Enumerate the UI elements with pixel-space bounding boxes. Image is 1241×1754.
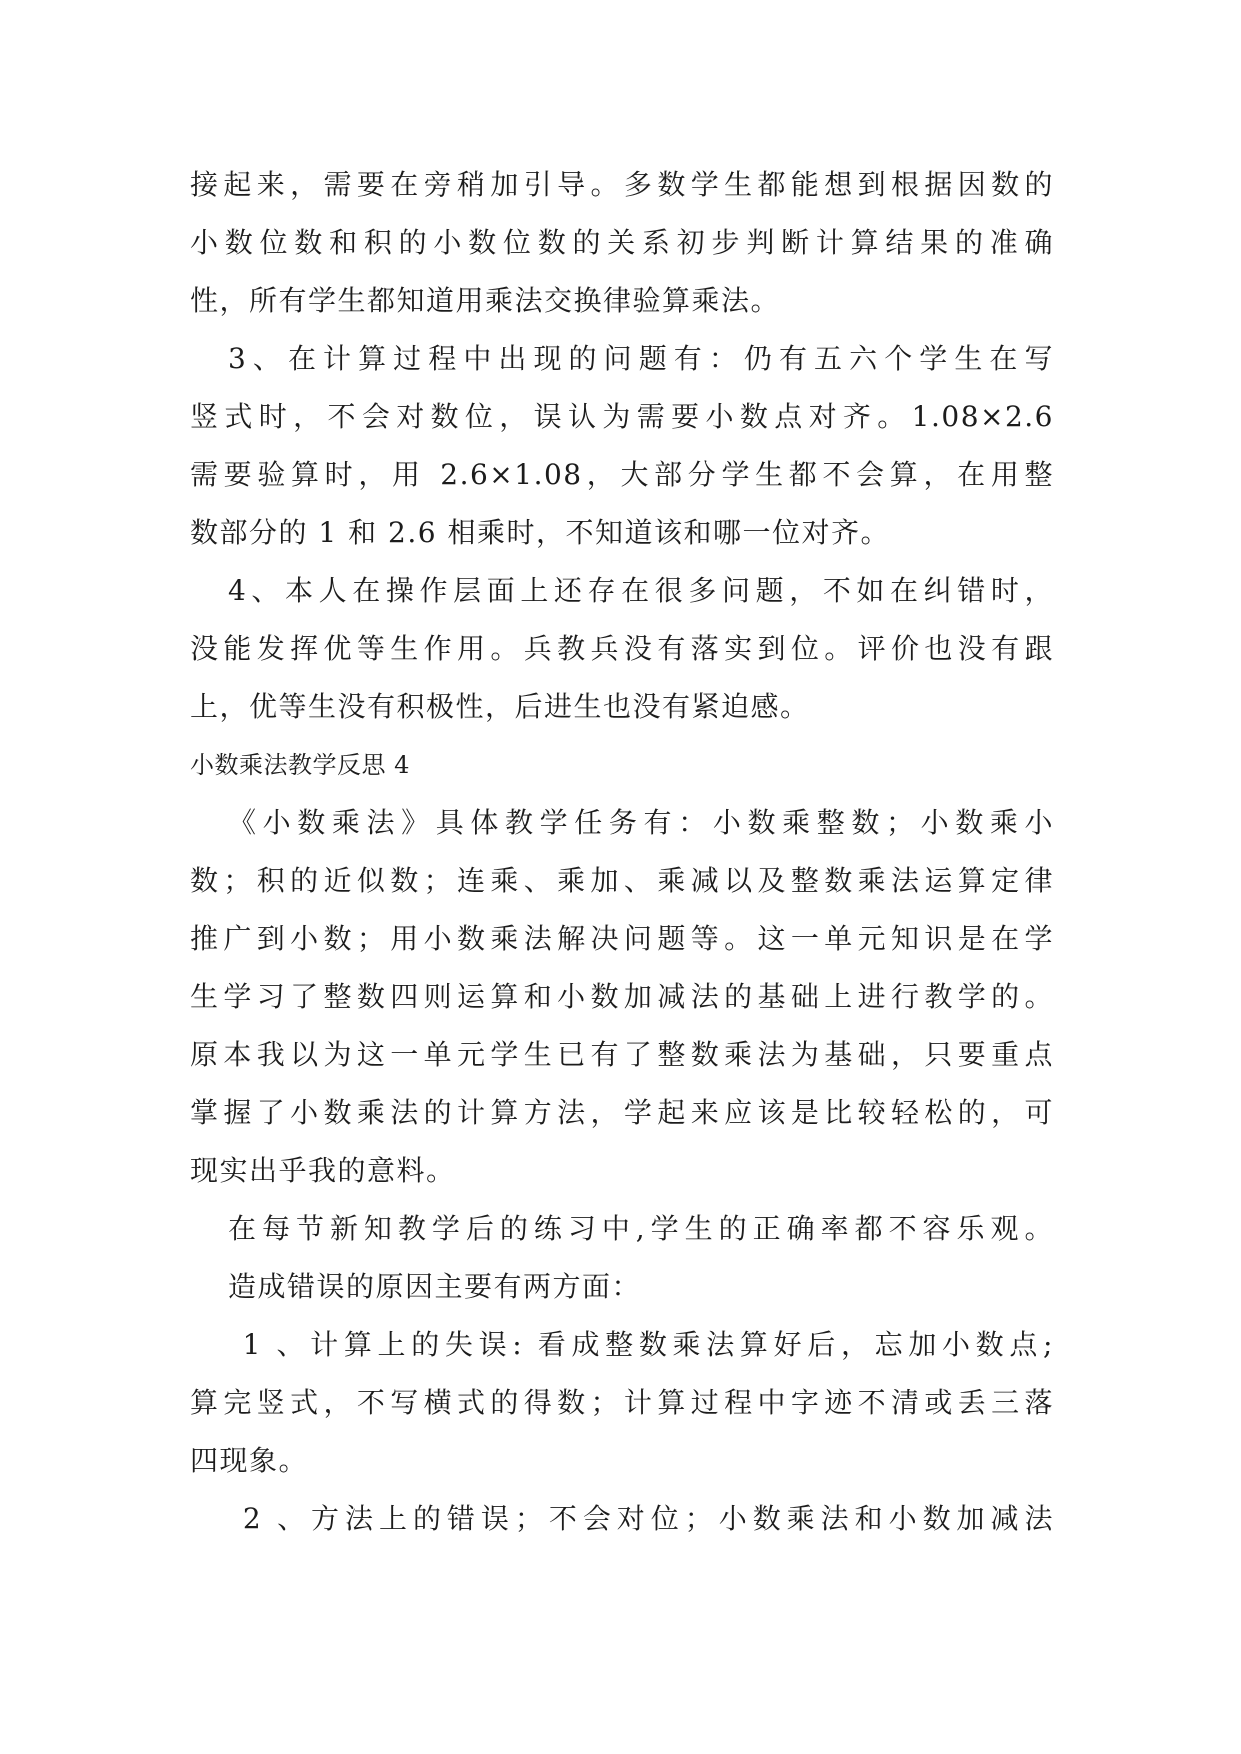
document-body [190, 156, 1054, 1548]
text-line: 推广到小数；用小数乘法解决问题等。这一单元知识是在学 [190, 922, 1054, 955]
paragraph [190, 1258, 1054, 1316]
text-line: 3、在计算过程中出现的问题有：仍有五六个学生在写 [228, 342, 1054, 375]
paragraph [190, 156, 1054, 330]
text-line: 四现象。 [190, 1444, 309, 1477]
paragraph [190, 794, 1054, 1200]
text-line: 造成错误的原因主要有两方面： [228, 1270, 642, 1303]
text-line: 1 、计算上的失误: 看成整数乘法算好后，忘加小数点; [228, 1328, 1054, 1361]
text-line: 竖式时，不会对数位，误认为需要小数点对齐。1.08×2.6 [190, 400, 1054, 433]
text-line: 原本我以为这一单元学生已有了整数乘法为基础，只要重点 [190, 1038, 1054, 1071]
text-line: 上，优等生没有积极性，后进生也没有紧迫感。 [190, 690, 810, 723]
paragraph [190, 562, 1054, 736]
text-line: 4、本人在操作层面上还存在很多问题，不如在纠错时， [228, 574, 1054, 607]
paragraph [190, 1316, 1054, 1490]
text-line: 《小数乘法》具体教学任务有：小数乘整数；小数乘小 [228, 806, 1054, 839]
text-line: 数部分的 1 和 2.6 相乘时，不知道该和哪一位对齐。 [190, 516, 890, 549]
text-line: 性，所有学生都知道用乘法交换律验算乘法。 [190, 284, 781, 317]
text-line: 在每节新知教学后的练习中,学生的正确率都不容乐观。 [228, 1212, 1054, 1245]
paragraph [190, 330, 1054, 562]
text-line: 需要验算时，用 2.6×1.08，大部分学生都不会算，在用整 [190, 458, 1054, 491]
text-line: 掌握了小数乘法的计算方法，学起来应该是比较轻松的，可 [190, 1096, 1054, 1129]
paragraph [190, 1200, 1054, 1258]
paragraph [190, 1490, 1054, 1548]
text-line: 没能发挥优等生作用。兵教兵没有落实到位。评价也没有跟 [190, 632, 1054, 665]
text-line: 小数位数和积的小数位数的关系初步判断计算结果的准确 [190, 226, 1054, 259]
text-line: 2 、方法上的错误；不会对位；小数乘法和小数加减法 [228, 1502, 1054, 1535]
text-line: 数；积的近似数；连乘、乘加、乘减以及整数乘法运算定律 [190, 864, 1054, 897]
text-line: 接起来，需要在旁稍加引导。多数学生都能想到根据因数的 [190, 168, 1054, 201]
section-heading: 小数乘法教学反思 4 [190, 751, 410, 779]
text-line: 现实出乎我的意料。 [190, 1154, 456, 1187]
text-line: 算完竖式，不写横式的得数；计算过程中字迹不清或丢三落 [190, 1386, 1054, 1419]
text-line: 生学习了整数四则运算和小数加减法的基础上进行教学的。 [190, 980, 1054, 1013]
